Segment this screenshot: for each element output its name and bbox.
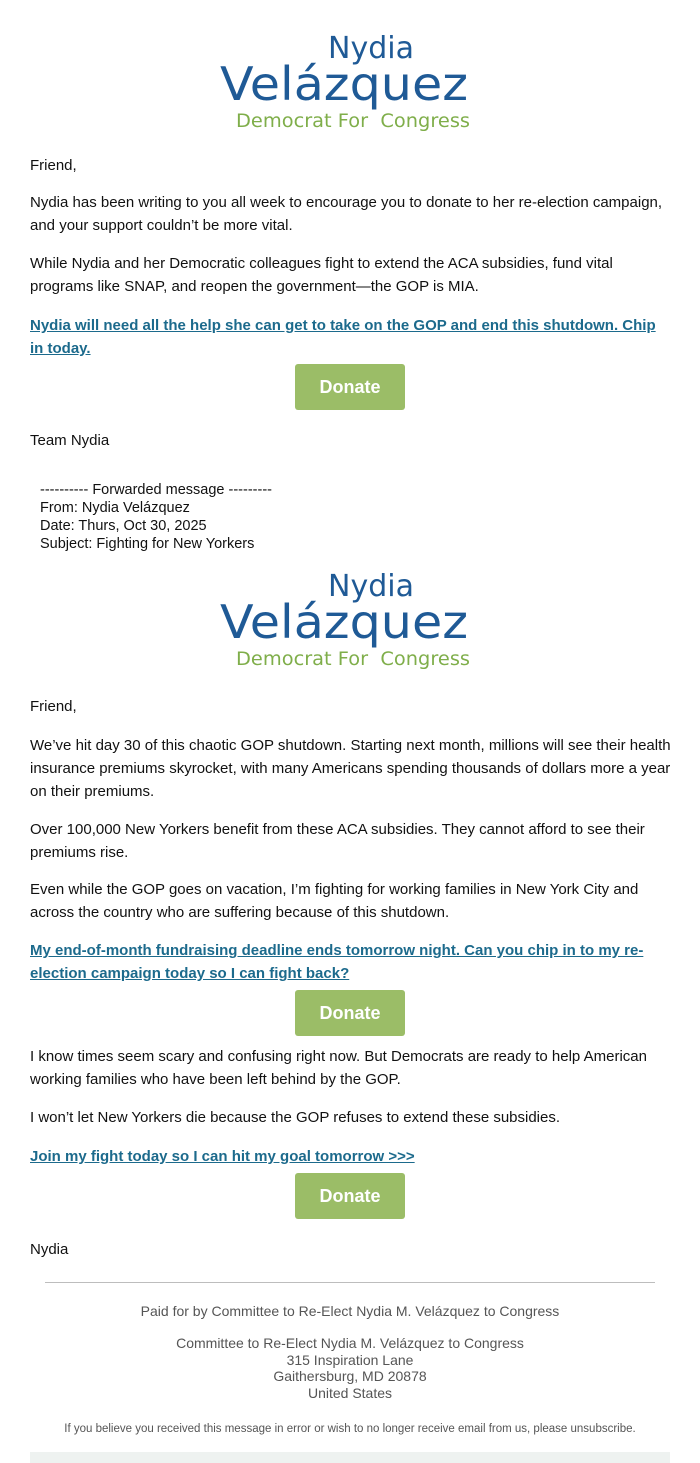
greeting: Friend,: [30, 157, 77, 174]
address-country: United States: [307, 1385, 393, 1401]
signoff: Team Nydia: [30, 432, 110, 449]
forwarded-date: Date: Thurs, Oct 30, 2025: [40, 518, 207, 534]
paragraph: We’ve hit day 30 of this chaotic GOP shutdown. Starting next month, millions will see their health insurance premiums skyrocket, with many Americans spending thousands of dollars more a year on their premiums.: [30, 737, 671, 800]
donate-button[interactable]: Donate: [295, 990, 405, 1036]
signoff: Nydia: [30, 1241, 69, 1258]
logo-last-name: Velázquez: [220, 595, 468, 649]
logo-tagline: Democrat For Congress: [236, 110, 470, 132]
donate-cta-link[interactable]: My end-of-month fundraising deadline ends tomorrow night. Can you chip in to my re-election campaign today so I can fight back?: [30, 942, 644, 982]
paragraph: Even while the GOP goes on vacation, I’m fighting for working families in New York City and across the country who are suffering because of this shutdown.: [30, 881, 639, 921]
paragraph: I know times seem scary and confusing right now. But Democrats are ready to help American working families who have been left behind by the GOP.: [30, 1048, 647, 1088]
paragraph: Nydia has been writing to you all week to encourage you to donate to her re-election campaign, and your support couldn’t be more vital.: [30, 194, 663, 234]
logo-tagline: Democrat For Congress: [236, 648, 470, 670]
logo-last-name: Velázquez: [220, 57, 468, 111]
campaign-logo: [0, 566, 700, 676]
forwarded-header: ---------- Forwarded message ---------: [40, 482, 272, 498]
address-city: Gaithersburg, MD 20878: [273, 1368, 427, 1384]
campaign-logo: [0, 28, 700, 138]
paragraph: While Nydia and her Democratic colleagues fight to extend the ACA subsidies, fund vital programs like SNAP, and reopen the government—the GOP is MIA.: [30, 255, 613, 295]
footer-divider: [45, 1282, 655, 1283]
footer-bottom-bar: [30, 1452, 670, 1463]
paragraph: Over 100,000 New Yorkers benefit from these ACA subsidies. They cannot afford to see their premiums rise.: [30, 821, 645, 861]
donate-cta-link[interactable]: Join my fight today so I can hit my goal tomorrow >>>: [30, 1148, 415, 1165]
address-street: 315 Inspiration Lane: [286, 1352, 414, 1368]
paragraph: I won’t let New Yorkers die because the GOP refuses to extend these subsidies.: [30, 1109, 561, 1126]
donate-button[interactable]: Donate: [295, 364, 405, 410]
logo-first-name: Nydia: [328, 569, 414, 604]
donate-button[interactable]: Donate: [295, 1173, 405, 1219]
forwarded-subject: Subject: Fighting for New Yorkers: [40, 536, 255, 552]
paid-for-disclaimer: Paid for by Committee to Re-Elect Nydia M. Velázquez to Congress: [140, 1303, 560, 1319]
unsubscribe-notice[interactable]: If you believe you received this message in error or wish to no longer receive email from us, please unsubscribe.: [64, 1423, 636, 1435]
committee-name: Committee to Re-Elect Nydia M. Velázquez to Congress: [176, 1335, 524, 1351]
logo-first-name: Nydia: [328, 31, 414, 66]
greeting: Friend,: [30, 698, 77, 715]
forwarded-from: From: Nydia Velázquez: [40, 500, 190, 516]
donate-cta-link[interactable]: Nydia will need all the help she can get to take on the GOP and end this shutdown. Chip in today.: [30, 317, 656, 357]
